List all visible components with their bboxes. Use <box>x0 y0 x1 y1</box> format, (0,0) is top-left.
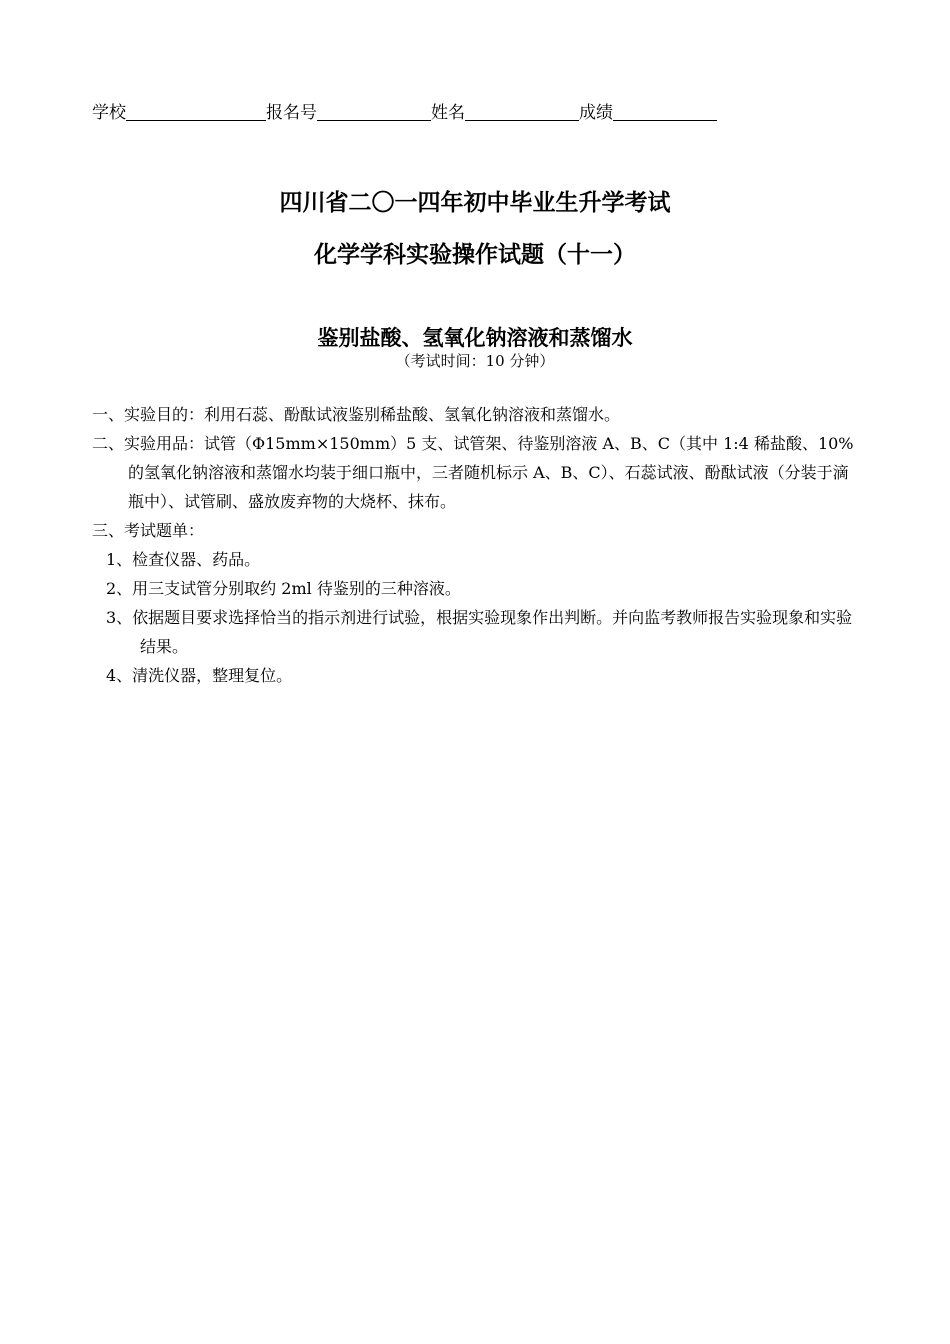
task-step-2: 2、用三支试管分别取约 2ml 待鉴别的三种溶液。 <box>106 579 461 598</box>
name-label: 姓名 <box>431 103 465 123</box>
time-note: （考试时间：10 分钟） <box>395 352 555 370</box>
exam-title: 四川省二〇一四年初中毕业生升学考试 <box>279 190 671 216</box>
task-step-3: 3、依据题目要求选择恰当的指示剂进行试验，根据实验现象作出判断。并向监考教师报告实验现象和实验结果。 <box>106 608 853 656</box>
regno-blank[interactable] <box>317 102 431 121</box>
school-blank[interactable] <box>126 102 266 121</box>
score-blank[interactable] <box>613 102 717 121</box>
school-label: 学校 <box>92 103 126 123</box>
header-fields <box>92 102 717 124</box>
document-body <box>92 400 862 690</box>
tasks-heading: 三、考试题单： <box>92 521 205 540</box>
name-blank[interactable] <box>465 102 579 121</box>
score-label: 成绩 <box>579 103 613 123</box>
task-step-4: 4、清洗仪器，整理复位。 <box>106 666 293 685</box>
materials-section: 二、实验用品：试管（Φ15mm×150mm）5 支、试管架、待鉴别溶液 A、B、C（其中 1:4 稀盐酸、10%的氢氧化钠溶液和蒸馏水均装于细口瓶中，三者随机标示 A、B、C）、石蕊试液、酚酞试液（分装于滴瓶中）、试管刷、盛放废弃物的大烧杯、抹布。 <box>92 434 854 511</box>
exam-subject-title: 化学学科实验操作试题（十一） <box>314 242 636 268</box>
regno-label: 报名号 <box>266 103 317 123</box>
task-step-1: 1、检查仪器、药品。 <box>106 550 261 569</box>
purpose-section: 一、实验目的：利用石蕊、酚酞试液鉴别稀盐酸、氢氧化钠溶液和蒸馏水。 <box>92 405 621 424</box>
experiment-title: 鉴别盐酸、氢氧化钠溶液和蒸馏水 <box>317 326 633 350</box>
